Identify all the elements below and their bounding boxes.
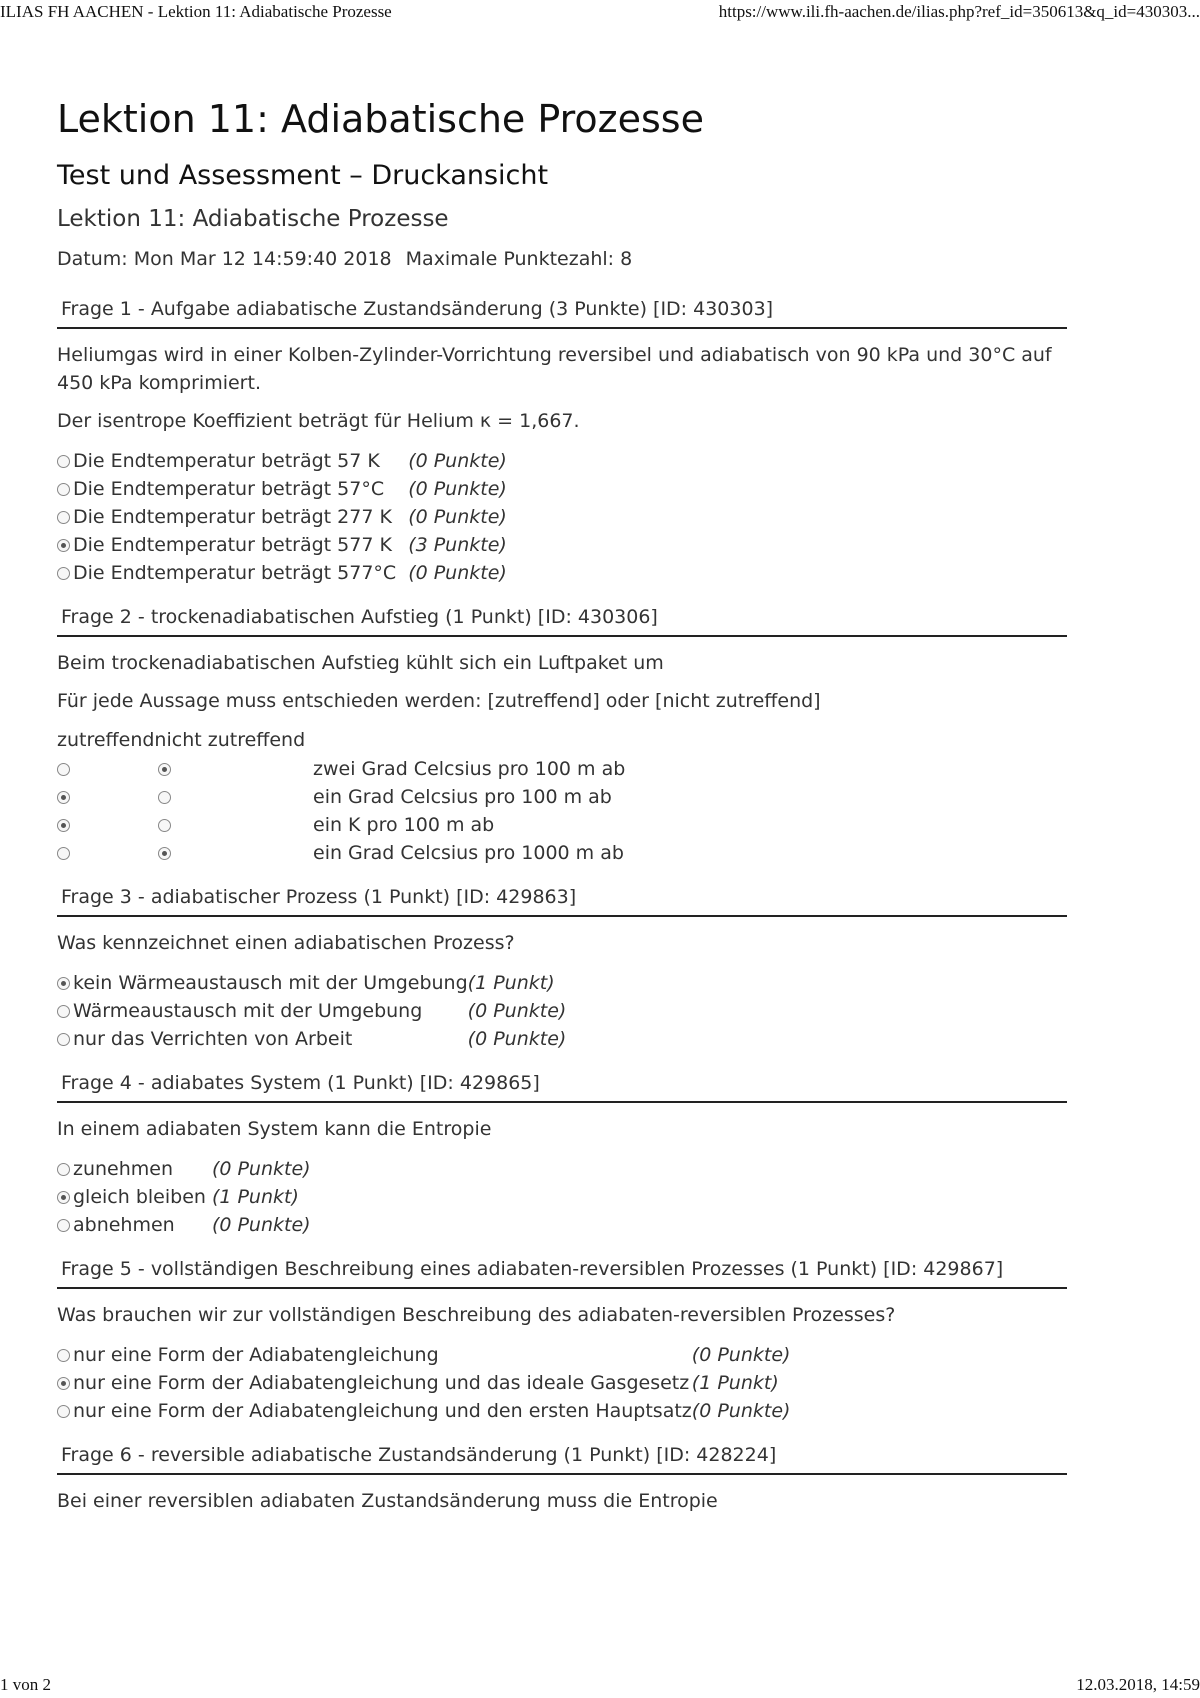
radio-button[interactable]: [57, 1033, 70, 1046]
question-2-matrix: [57, 755, 1067, 867]
answer-option: [57, 1025, 566, 1053]
test-name: Lektion 11: Adiabatische Prozesse: [57, 206, 449, 232]
answer-option: [57, 503, 507, 531]
answer-option: [57, 969, 566, 997]
question-2-instruction: Für jede Aussage muss entschieden werden: [zutreffend] oder [nicht zutreffend]: [57, 690, 821, 712]
matrix-column-headers: zutreffendnicht zutreffend: [57, 729, 306, 751]
matrix-row: [57, 755, 625, 783]
page-title: Lektion 11: Adiabatische Prozesse: [57, 97, 704, 141]
matrix-row: [57, 783, 625, 811]
question-5-header: Frage 5 - vollständigen Beschreibung eines adiabaten-reversiblen Prozesses (1 Punkt) [ID: 429867]: [57, 1243, 1067, 1289]
question-4-text: In einem adiabaten System kann die Entropie: [57, 1118, 492, 1140]
radio-button[interactable]: [57, 455, 70, 468]
answer-label: gleich bleiben: [73, 1186, 206, 1208]
radio-button-checked[interactable]: [57, 539, 70, 552]
answer-option: [57, 1155, 311, 1183]
radio-button[interactable]: [57, 1005, 70, 1018]
answer-label: Die Endtemperatur beträgt 577°C: [73, 562, 397, 584]
question-2-text: Beim trockenadiabatischen Aufstieg kühlt sich ein Luftpaket um: [57, 652, 664, 674]
matrix-row-label: ein Grad Celcsius pro 100 m ab: [313, 786, 612, 808]
question-1-answers: [57, 435, 1067, 587]
question-3-text: Was kennzeichnet einen adiabatischen Prozess?: [57, 932, 515, 954]
question-3-body: [57, 917, 1067, 1053]
question-1-text-2: Der isentrope Koeffizient beträgt für Helium κ = 1,667.: [57, 410, 580, 432]
radio-button[interactable]: [57, 1163, 70, 1176]
answer-label: Die Endtemperatur beträgt 277 K: [73, 506, 392, 528]
answer-option: [57, 1183, 311, 1211]
answer-points: (0 Punkte): [408, 506, 507, 528]
answer-label: nur das Verrichten von Arbeit: [73, 1028, 353, 1050]
radio-button-checked[interactable]: [57, 1191, 70, 1204]
answer-label: nur eine Form der Adiabatengleichung und den ersten Hauptsatz: [73, 1400, 692, 1422]
radio-button[interactable]: [57, 511, 70, 524]
radio-nicht-zutreffend[interactable]: [158, 819, 171, 832]
answer-option: [57, 1397, 790, 1425]
answer-points: (0 Punkte): [408, 450, 507, 472]
test-date: Datum: Mon Mar 12 14:59:40 2018: [57, 248, 392, 270]
radio-button[interactable]: [57, 567, 70, 580]
answer-points: (0 Punkte): [408, 562, 507, 584]
print-view-content: [57, 88, 1067, 1515]
print-footer: [0, 1675, 1200, 1697]
answer-points: (1 Punkt): [211, 1186, 299, 1208]
answer-option: [57, 447, 507, 475]
question-2-header: Frage 2 - trockenadiabatischen Aufstieg (1 Punkt) [ID: 430306]: [57, 591, 1067, 637]
question-1-body: [57, 329, 1067, 587]
matrix-row-label: zwei Grad Celcsius pro 100 m ab: [313, 758, 626, 780]
answer-points: (0 Punkte): [691, 1344, 791, 1366]
answer-option: [57, 1211, 311, 1239]
radio-nicht-zutreffend-checked[interactable]: [158, 763, 171, 776]
page-counter: 1 von 2: [0, 1675, 51, 1694]
test-max-points: Maximale Punktezahl: 8: [405, 248, 633, 270]
answer-points: (0 Punkte): [211, 1214, 311, 1236]
test-meta: [57, 239, 1067, 279]
answer-label: nur eine Form der Adiabatengleichung: [73, 1344, 439, 1366]
answer-label: Wärmeaustausch mit der Umgebung: [73, 1000, 423, 1022]
answer-option: [57, 559, 507, 587]
answer-points: (3 Punkte): [408, 534, 507, 556]
answer-points: (0 Punkte): [211, 1158, 311, 1180]
question-5-body: [57, 1289, 1067, 1425]
radio-button[interactable]: [57, 483, 70, 496]
answer-label: Die Endtemperatur beträgt 57°C: [73, 478, 385, 500]
radio-button[interactable]: [57, 1219, 70, 1232]
radio-button[interactable]: [57, 1405, 70, 1418]
answer-points: (1 Punkt): [691, 1372, 779, 1394]
radio-button-checked[interactable]: [57, 977, 70, 990]
matrix-row-label: ein Grad Celcsius pro 1000 m ab: [313, 842, 624, 864]
radio-zutreffend-checked[interactable]: [57, 791, 70, 804]
answer-option: [57, 1369, 790, 1397]
answer-option: [57, 1341, 790, 1369]
radio-zutreffend[interactable]: [57, 763, 70, 776]
print-header-title: ILIAS FH AACHEN - Lektion 11: Adiabatische Prozesse: [0, 2, 392, 21]
question-5-answers: [57, 1329, 1067, 1425]
page-subtitle: Test und Assessment – Druckansicht: [57, 160, 549, 191]
question-4-answers: [57, 1143, 1067, 1239]
print-timestamp: 12.03.2018, 14:59: [1076, 1675, 1200, 1694]
answer-label: kein Wärmeaustausch mit der Umgebung: [73, 972, 468, 994]
answer-option: [57, 475, 507, 503]
answer-label: Die Endtemperatur beträgt 577 K: [73, 534, 392, 556]
matrix-row: [57, 839, 625, 867]
question-6-body: [57, 1475, 1067, 1515]
matrix-row: [57, 811, 625, 839]
answer-option: [57, 531, 507, 559]
question-6-text: Bei einer reversiblen adiabaten Zustandsänderung muss die Entropie: [57, 1490, 718, 1512]
question-2-body: [57, 637, 1067, 867]
radio-button[interactable]: [57, 1349, 70, 1362]
answer-points: (0 Punkte): [408, 478, 507, 500]
radio-button-checked[interactable]: [57, 1377, 70, 1390]
question-3-header: Frage 3 - adiabatischer Prozess (1 Punkt) [ID: 429863]: [57, 871, 1067, 917]
radio-nicht-zutreffend[interactable]: [158, 791, 171, 804]
question-1-text: Heliumgas wird in einer Kolben-Zylinder-Vorrichtung reversibel und adiabatisch von 90 kPa und 30°C auf 450 kPa komprimiert.: [57, 344, 1052, 394]
answer-label: nur eine Form der Adiabatengleichung und das ideale Gasgesetz: [73, 1372, 690, 1394]
matrix-row-label: ein K pro 100 m ab: [313, 814, 495, 836]
question-4-body: [57, 1103, 1067, 1239]
question-4-header: Frage 4 - adiabates System (1 Punkt) [ID: 429865]: [57, 1057, 1067, 1103]
answer-points: (0 Punkte): [691, 1400, 791, 1422]
print-header: [0, 2, 1200, 24]
answer-label: zunehmen: [73, 1158, 174, 1180]
answer-points: (1 Punkt): [467, 972, 555, 994]
answer-points: (0 Punkte): [467, 1028, 567, 1050]
answer-label: Die Endtemperatur beträgt 57 K: [73, 450, 380, 472]
question-1-header: Frage 1 - Aufgabe adiabatische Zustandsänderung (3 Punkte) [ID: 430303]: [57, 283, 1067, 329]
answer-option: [57, 997, 566, 1025]
question-6-header: Frage 6 - reversible adiabatische Zustandsänderung (1 Punkt) [ID: 428224]: [57, 1429, 1067, 1475]
radio-nicht-zutreffend-checked[interactable]: [158, 847, 171, 860]
radio-zutreffend-checked[interactable]: [57, 819, 70, 832]
answer-label: abnehmen: [73, 1214, 175, 1236]
print-header-url: https://www.ili.fh-aachen.de/ilias.php?ref_id=350613&q_id=430303...: [718, 2, 1200, 21]
question-3-answers: [57, 957, 1067, 1053]
question-5-text: Was brauchen wir zur vollständigen Beschreibung des adiabaten-reversiblen Prozesses?: [57, 1304, 896, 1326]
answer-points: (0 Punkte): [467, 1000, 567, 1022]
radio-zutreffend[interactable]: [57, 847, 70, 860]
